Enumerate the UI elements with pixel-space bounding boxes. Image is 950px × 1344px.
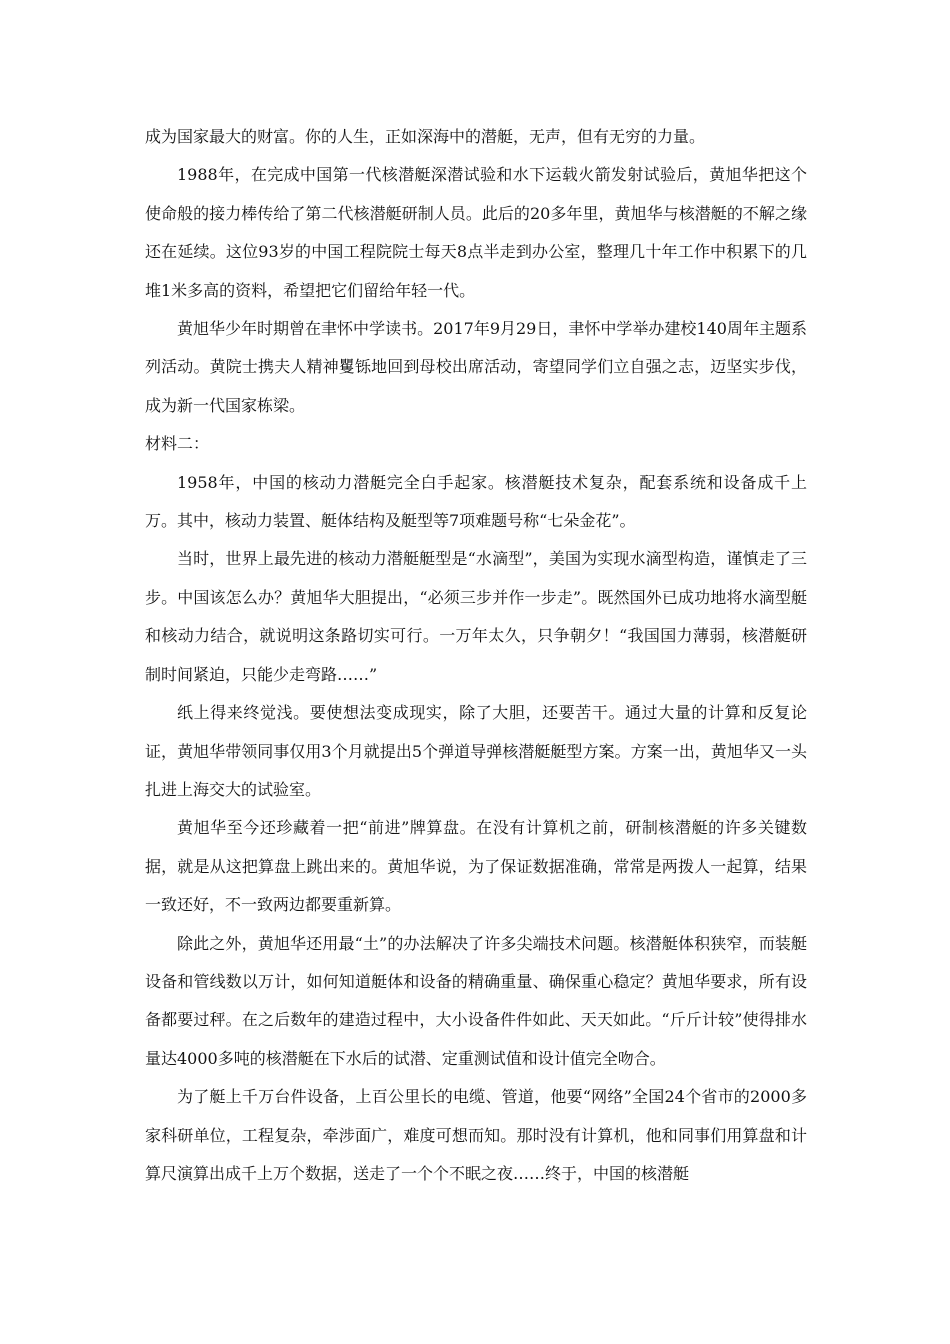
paragraph-1988: 1988年，在完成中国第一代核潜艇深潜试验和水下运载火箭发射试验后，黄旭华把这个使命般的接力棒传给了第二代核潜艇研制人员。此后的20多年里，黄旭华与核潜艇的不解之缘还在延续。这位93岁的中国工程院院士每天8点半走到办公室，整理几十年工作中积累下的几堆1米多高的资料，希望把它们留给年轻一代。 — [145, 165, 807, 300]
section-heading-material-two: 材料二： — [145, 434, 210, 454]
paragraph-weighing: 除此之外，黄旭华还用最“土”的办法解决了许多尖端技术问题。核潜艇体积狭窄，而装艇设备和管线数以万计，如何知道艇体和设备的精确重量、确保重心稳定？黄旭华要求，所有设备都要过秤。在之后数年的建造过程中，大小设备件件如此、天天如此。“斤斤计较”使得排水量达4000多吨的核潜艇在下水后的试潜、定重测试值和设计值完全吻合。 — [145, 933, 807, 1068]
paragraph-teardrop-design: 当时，世界上最先进的核动力潜艇艇型是“水滴型”，美国为实现水滴型构造，谨慎走了三步。中国该怎么办？黄旭华大胆提出，“必须三步并作一步走”。既然国外已成功地将水滴型艇和核动力结合，就说明这条路切实可行。一万年太久，只争朝夕！“我国国力薄弱，核潜艇研制时间紧迫，只能少走弯路……” — [145, 549, 807, 684]
paragraph-1958: 1958年，中国的核动力潜艇完全白手起家。核潜艇技术复杂，配套系统和设备成千上万。其中，核动力装置、艇体结构及艇型等7项难题号称“七朵金花”。 — [145, 472, 807, 531]
document-body — [145, 118, 807, 1193]
paragraph-hard-work: 纸上得来终觉浅。要使想法变成现实，除了大胆，还要苦干。通过大量的计算和反复论证，黄旭华带领同事仅用3个月就提出5个弹道导弹核潜艇艇型方案。方案一出，黄旭华又一头扎进上海交大的试验室。 — [145, 703, 807, 799]
paragraph-school: 黄旭华少年时期曾在聿怀中学读书。2017年9月29日，聿怀中学举办建校140周年主题系列活动。黄院士携夫人精神矍铄地回到母校出席活动，寄望同学们立自强之志，迈坚实步伐，成为新一代国家栋梁。 — [145, 319, 807, 415]
paragraph-continuation: 成为国家最大的财富。你的人生，正如深海中的潜艇，无声，但有无穷的力量。 — [145, 127, 706, 146]
paragraph-abacus: 黄旭华至今还珍藏着一把“前进”牌算盘。在没有计算机之前，研制核潜艇的许多关键数据，就是从这把算盘上跳出来的。黄旭华说，为了保证数据准确，常常是两拨人一起算，结果一致还好，不一致两边都要重新算。 — [145, 818, 807, 915]
paragraph-network: 为了艇上千万台件设备，上百公里长的电缆、管道，他要“网络”全国24个省市的2000多家科研单位，工程复杂，牵涉面广，难度可想而知。那时没有计算机，他和同事们用算盘和计算尺演算出成千上万个数据，送走了一个个不眠之夜……终于，中国的核潜艇 — [145, 1087, 807, 1183]
